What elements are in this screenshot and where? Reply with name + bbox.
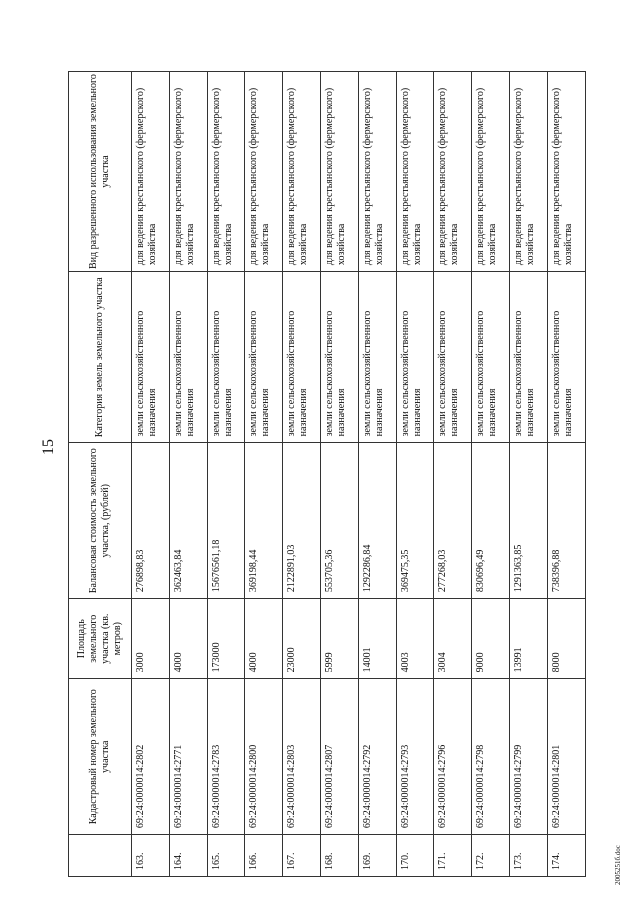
cell-cadastral-number: 69:24:0000014:2807 — [320, 679, 358, 835]
cell-cadastral-number: 69:24:0000014:2792 — [358, 679, 396, 835]
header-cadastral-number: Кадастровый номер земельного участка — [69, 679, 132, 835]
cell-book-value: 1291363,85 — [509, 443, 547, 599]
cell-cadastral-number: 69:24:0000014:2800 — [245, 679, 283, 835]
cell-cadastral-number: 69:24:0000014:2796 — [434, 679, 472, 835]
cell-cadastral-number: 69:24:0000014:2771 — [169, 679, 207, 835]
cell-book-value: 1292286,84 — [358, 443, 396, 599]
cell-area: 173000 — [207, 599, 245, 679]
cell-land-category: земли сельскохозяйственного назначения — [396, 272, 434, 443]
cell-land-category: земли сельскохозяйственного назначения — [434, 272, 472, 443]
table-row — [320, 72, 358, 877]
cell-book-value: 369475,35 — [396, 443, 434, 599]
header-book-value: Балансовая стоимость земельного участка, (рублей) — [69, 443, 132, 599]
cell-book-value: 738396,88 — [547, 443, 585, 599]
cell-index: 170. — [396, 835, 434, 877]
table-row — [169, 72, 207, 877]
cell-area: 8000 — [547, 599, 585, 679]
page-number: 15 — [40, 439, 57, 455]
table-row — [283, 72, 321, 877]
cell-book-value: 277268,03 — [434, 443, 472, 599]
cell-area: 4003 — [396, 599, 434, 679]
cell-cadastral-number: 69:24:0000014:2802 — [132, 679, 170, 835]
cell-index: 173. — [509, 835, 547, 877]
cell-book-value: 362463,84 — [169, 443, 207, 599]
cell-permitted-use: для ведения крестьянского (фермерского) хозяйства — [283, 72, 321, 272]
cell-cadastral-number: 69:24:0000014:2798 — [472, 679, 510, 835]
cell-index: 169. — [358, 835, 396, 877]
cell-area: 9000 — [472, 599, 510, 679]
cell-area: 3004 — [434, 599, 472, 679]
cell-area: 5999 — [320, 599, 358, 679]
cell-book-value: 830696,49 — [472, 443, 510, 599]
cell-permitted-use: для ведения крестьянского (фермерского) хозяйства — [245, 72, 283, 272]
table-row — [358, 72, 396, 877]
cell-area: 4000 — [245, 599, 283, 679]
cell-cadastral-number: 69:24:0000014:2793 — [396, 679, 434, 835]
cell-land-category: земли сельскохозяйственного назначения — [169, 272, 207, 443]
cell-permitted-use: для ведения крестьянского (фермерского) хозяйства — [207, 72, 245, 272]
cell-area: 13991 — [509, 599, 547, 679]
cell-cadastral-number: 69:24:0000014:2803 — [283, 679, 321, 835]
document-code: 2005251б.doc — [614, 845, 622, 885]
cell-land-category: земли сельскохозяйственного назначения — [358, 272, 396, 443]
cell-cadastral-number: 69:24:0000014:2783 — [207, 679, 245, 835]
cell-permitted-use: для ведения крестьянского (фермерского) хозяйства — [547, 72, 585, 272]
cell-permitted-use: для ведения крестьянского (фермерского) хозяйства — [472, 72, 510, 272]
cell-permitted-use: для ведения крестьянского (фермерского) хозяйства — [169, 72, 207, 272]
cell-land-category: земли сельскохозяйственного назначения — [283, 272, 321, 443]
table-row — [434, 72, 472, 877]
cell-permitted-use: для ведения крестьянского (фермерского) хозяйства — [132, 72, 170, 272]
header-land-category: Категория земель земельного участка — [69, 272, 132, 443]
cell-index: 164. — [169, 835, 207, 877]
table-row — [547, 72, 585, 877]
cell-land-category: земли сельскохозяйственного назначения — [132, 272, 170, 443]
table-row — [207, 72, 245, 877]
cell-area: 23000 — [283, 599, 321, 679]
table-row — [472, 72, 510, 877]
land-plots-table — [68, 71, 586, 877]
cell-area: 14001 — [358, 599, 396, 679]
cell-index: 166. — [245, 835, 283, 877]
cell-index: 172. — [472, 835, 510, 877]
table-row — [245, 72, 283, 877]
header-index — [69, 835, 132, 877]
cell-permitted-use: для ведения крестьянского (фермерского) хозяйства — [434, 72, 472, 272]
cell-land-category: земли сельскохозяйственного назначения — [509, 272, 547, 443]
cell-book-value: 2122891,03 — [283, 443, 321, 599]
cell-book-value: 553705,36 — [320, 443, 358, 599]
cell-book-value: 276898,83 — [132, 443, 170, 599]
cell-index: 167. — [283, 835, 321, 877]
cell-land-category: земли сельскохозяйственного назначения — [207, 272, 245, 443]
header-area: Площадь земельного участка (кв. метров) — [69, 599, 132, 679]
cell-cadastral-number: 69:24:0000014:2801 — [547, 679, 585, 835]
cell-book-value: 15676561,18 — [207, 443, 245, 599]
cell-index: 163. — [132, 835, 170, 877]
cell-land-category: земли сельскохозяйственного назначения — [472, 272, 510, 443]
table-header-row — [69, 72, 132, 877]
cell-land-category: земли сельскохозяйственного назначения — [320, 272, 358, 443]
cell-book-value: 369198,44 — [245, 443, 283, 599]
table-body — [132, 72, 586, 877]
cell-area: 3000 — [132, 599, 170, 679]
cell-permitted-use: для ведения крестьянского (фермерского) хозяйства — [320, 72, 358, 272]
header-permitted-use: Вид разрешенного использования земельного участка — [69, 72, 132, 272]
table-row — [509, 72, 547, 877]
cell-index: 171. — [434, 835, 472, 877]
cell-land-category: земли сельскохозяйственного назначения — [245, 272, 283, 443]
cell-index: 165. — [207, 835, 245, 877]
cell-area: 4000 — [169, 599, 207, 679]
cell-land-category: земли сельскохозяйственного назначения — [547, 272, 585, 443]
cell-permitted-use: для ведения крестьянского (фермерского) хозяйства — [509, 72, 547, 272]
cell-index: 168. — [320, 835, 358, 877]
table-row — [132, 72, 170, 877]
cell-permitted-use: для ведения крестьянского (фермерского) хозяйства — [396, 72, 434, 272]
table-row — [396, 72, 434, 877]
cell-permitted-use: для ведения крестьянского (фермерского) хозяйства — [358, 72, 396, 272]
cell-cadastral-number: 69:24:0000014:2799 — [509, 679, 547, 835]
cell-index: 174. — [547, 835, 585, 877]
